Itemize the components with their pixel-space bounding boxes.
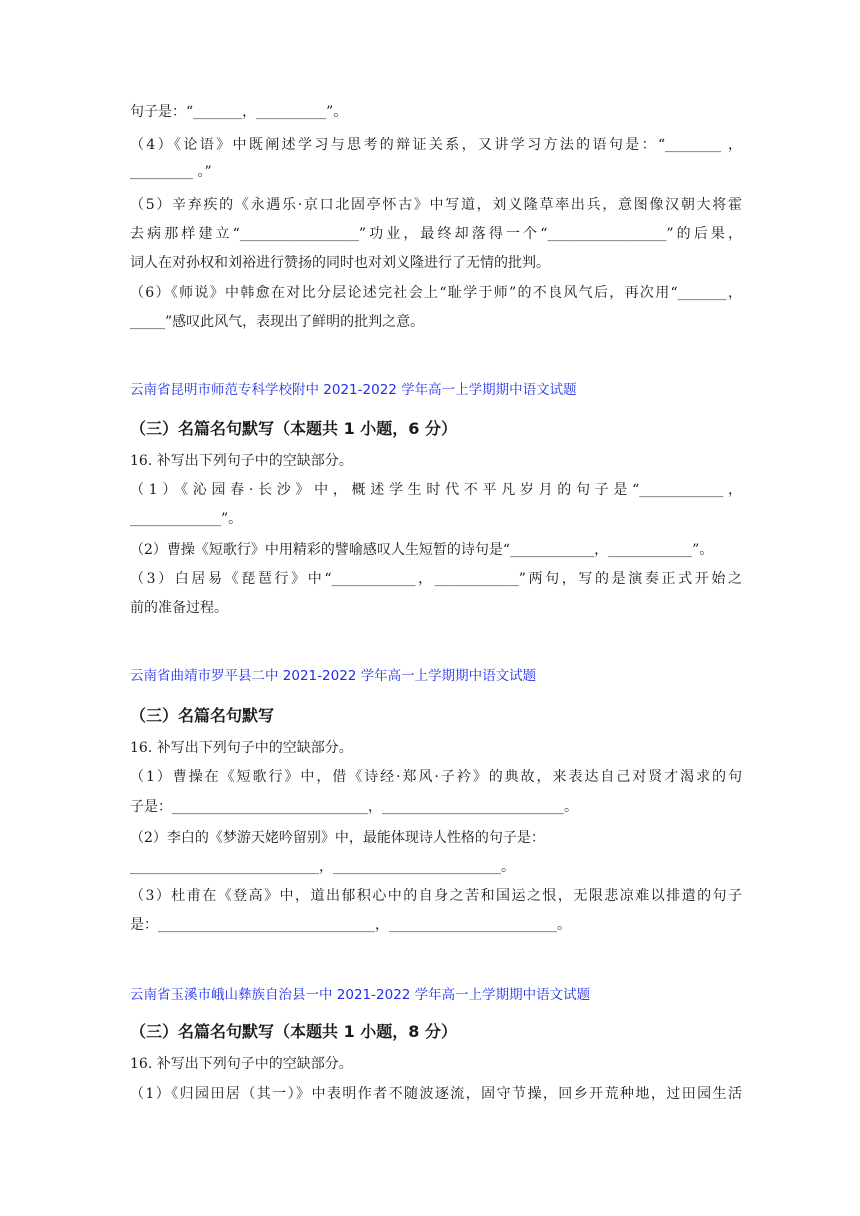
text-line: _____________”。 [130, 511, 243, 527]
text-line: 前的准备过程。 [130, 600, 228, 616]
text-line: （6）《师说》中韩愈在对比分层论述完社会上“耻学于师”的不良风气后，再次用“_______， [130, 285, 742, 301]
text-line: （3）白居易《琵琶行》中“____________，____________”两句，写的是演奏正式开始之 [130, 571, 742, 587]
text-line: （1）《沁园春·长沙》中，概述学生时代不平凡岁月的句子是“____________， [130, 482, 742, 498]
source-title: 云南省玉溪市峨山彝族自治县一中 2021-2022 学年高一上学期期中语文试题 [130, 987, 591, 1003]
text-line: （2）曹操《短歌行》中用精彩的譬喻感叹人生短暂的诗句是“____________，____________”。 [130, 542, 714, 558]
text-line: 是：_______________________________，________________________。 [130, 917, 571, 933]
section-heading: （三）名篇名句默写（本题共 1 小题，6 分） [130, 419, 457, 438]
source-title: 云南省昆明市师范专科学校附中 2021-2022 学年高一上学期期中语文试题 [130, 382, 577, 398]
section-heading: （三）名篇名句默写 [130, 706, 275, 725]
text-line: 子是：____________________________，__________________________。 [130, 799, 578, 815]
section-heading: （三）名篇名句默写（本题共 1 小题，8 分） [130, 1022, 457, 1041]
text-line: _____”感叹此风气，表现出了鲜明的批判之意。 [130, 314, 425, 330]
text-line: 16. 补写出下列句子中的空缺部分。 [130, 1056, 353, 1072]
text-line: 词人在对孙权和刘裕进行赞扬的同时也对刘义隆进行了无情的批判。 [130, 255, 550, 271]
text-line: （1）《归园田居（其一）》中表明作者不随波逐流，固守节操，回乡开荒种地，过田园生活 [130, 1086, 742, 1102]
text-line: 句子是：“_______，__________”。 [130, 104, 348, 120]
text-line: （3）杜甫在《登高》中，道出郁积心中的自身之苦和国运之恨，无限悲凉难以排遣的句子 [130, 888, 742, 904]
source-title: 云南省曲靖市罗平县二中 2021-2022 学年高一上学期期中语文试题 [130, 668, 537, 684]
text-line: （4）《论语》中既阐述学习与思考的辩证关系，又讲学习方法的语句是：“________ ， [130, 137, 742, 153]
text-line: （1）曹操在《短歌行》中，借《诗经·郑风·子衿》的典故，来表达自己对贤才渴求的句 [130, 769, 742, 785]
text-line: （5）辛弃疾的《永遇乐·京口北固亭怀古》中写道，刘义隆草率出兵，意图像汉朝大将霍 [130, 197, 742, 213]
text-line: （2）李白的《梦游天姥吟留别》中，最能体现诗人性格的句子是： [130, 830, 545, 846]
text-line: 16. 补写出下列句子中的空缺部分。 [130, 453, 353, 469]
text-line: _________ 。” [130, 164, 212, 180]
text-line: 16. 补写出下列句子中的空缺部分。 [130, 740, 353, 756]
text-line: ___________________________，________________________。 [130, 859, 515, 875]
text-line: 去病那样建立“_________________”功业，最终却落得一个“_________________”的后果， [130, 226, 742, 242]
